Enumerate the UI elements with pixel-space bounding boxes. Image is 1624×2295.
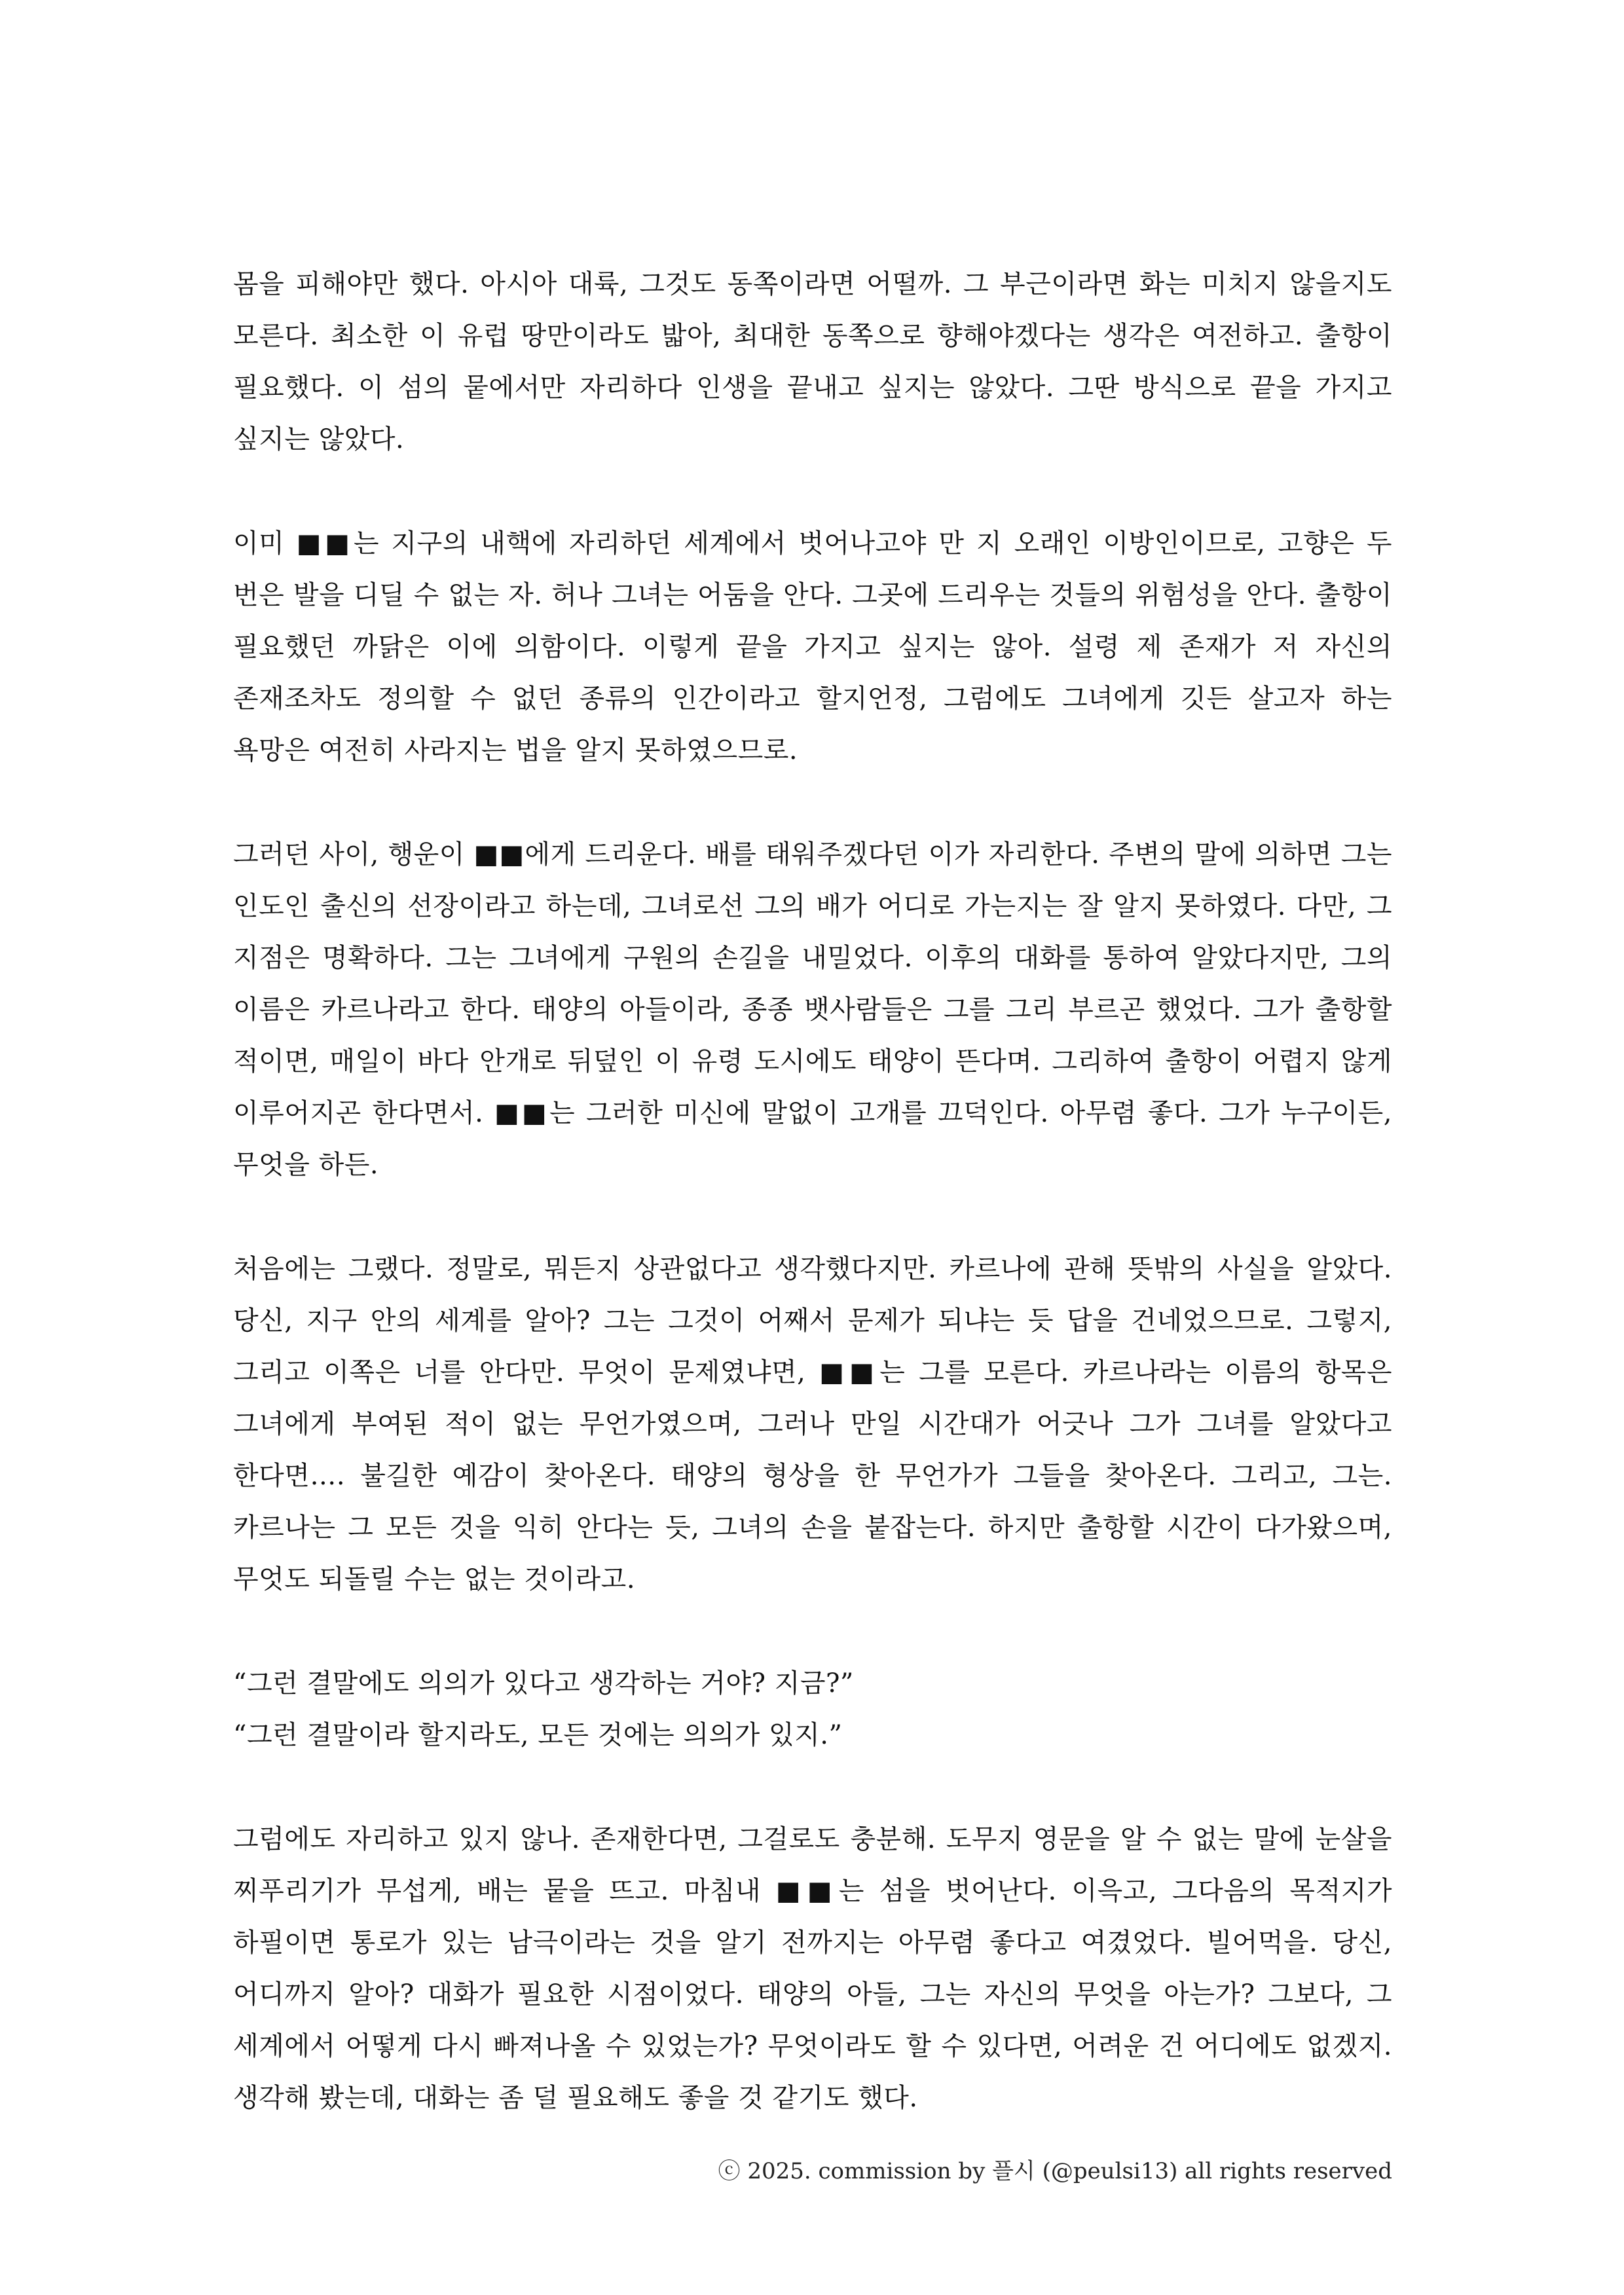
dialogue-block — [233, 1658, 1392, 1761]
paragraph-2: 이미 ■■는 지구의 내핵에 자리하던 세계에서 벗어나고야 만 지 오래인 이방인이므로, 고향은 두 번은 발을 디딜 수 없는 자. 허나 그녀는 어둠을 안다. 그곳에 드리우는 것들의 위험성을 안다. 출항이 필요했던 까닭은 이에 의함이다. 이렇게 끝을 가지고 싶지는 않아. 설령 제 존재가 저 자신의 존재조차도 정의할 수 없던 종류의 인간이라고 할지언정, 그럼에도 그녀에게 깃든 살고자 하는 욕망은 여전히 사라지는 법을 알지 못하였으므로. — [233, 528, 1392, 765]
story-body — [233, 259, 1392, 2176]
dialogue-line-1: “그런 결말에도 의의가 있다고 생각하는 거야? 지금?” — [233, 1668, 854, 1698]
paragraph-1: 몸을 피해야만 했다. 아시아 대륙, 그것도 동쪽이라면 어떨까. 그 부근이라면 화는 미치지 않을지도 모른다. 최소한 이 유럽 땅만이라도 밟아, 최대한 동쪽으로 향해야겠다는 생각은 여전하고. 출항이 필요했다. 이 섬의 뭍에서만 자리하다 인생을 끝내고 싶지는 않았다. 그딴 방식으로 끝을 가지고 싶지는 않았다. — [233, 269, 1392, 454]
paragraph-4: 처음에는 그랬다. 정말로, 뭐든지 상관없다고 생각했다지만. 카르나에 관해 뜻밖의 사실을 알았다. 당신, 지구 안의 세계를 알아? 그는 그것이 어째서 문제가 되냐는 듯 답을 건네었으므로. 그렇지, 그리고 이쪽은 너를 안다만. 무엇이 문제였냐면, ■■는 그를 모른다. 카르나라는 이름의 항목은 그녀에게 부여된 적이 없는 무언가였으며, 그러나 만일 시간대가 어긋나 그가 그녀를 알았다고 한다면…. 불길한 예감이 찾아온다. 태양의 형상을 한 무언가가 그들을 찾아온다. 그리고, 그는. 카르나는 그 모든 것을 익히 안다는 듯, 그녀의 손을 붙잡는다. 하지만 출항할 시간이 다가왔으며, 무엇도 되돌릴 수는 없는 것이라고. — [233, 1254, 1392, 1594]
paragraph-3: 그러던 사이, 행운이 ■■에게 드리운다. 배를 태워주겠다던 이가 자리한다. 주변의 말에 의하면 그는 인도인 출신의 선장이라고 하는데, 그녀로선 그의 배가 어디로 가는지는 잘 알지 못하였다. 다만, 그 지점은 명확하다. 그는 그녀에게 구원의 손길을 내밀었다. 이후의 대화를 통하여 알았다지만, 그의 이름은 카르나라고 한다. 태양의 아들이라, 종종 뱃사람들은 그를 그리 부르곤 했었다. 그가 출항할 적이면, 매일이 바다 안개로 뒤덮인 이 유령 도시에도 태양이 뜬다며. 그리하여 출항이 어렵지 않게 이루어지곤 한다면서. ■■는 그러한 미신에 말없이 고개를 끄덕인다. 아무렴 좋다. 그가 누구이든, 무엇을 하든. — [233, 839, 1392, 1180]
dialogue-line-2: “그런 결말이라 할지라도, 모든 것에는 의의가 있지.” — [233, 1720, 843, 1750]
copyright-footer: ⓒ 2025. commission by 플시 (@peulsi13) all rights reserved — [718, 2158, 1392, 2184]
paragraph-5: 그럼에도 자리하고 있지 않나. 존재한다면, 그걸로도 충분해. 도무지 영문을 알 수 없는 말에 눈살을 찌푸리기가 무섭게, 배는 뭍을 뜨고. 마침내 ■■는 섬을 벗어난다. 이윽고, 그다음의 목적지가 하필이면 통로가 있는 남극이라는 것을 알기 전까지는 아무렴 좋다고 여겼었다. 빌어먹을. 당신, 어디까지 알아? 대화가 필요한 시점이었다. 태양의 아들, 그는 자신의 무엇을 아는가? 그보다, 그 세계에서 어떻게 다시 빠져나올 수 있었는가? 무엇이라도 할 수 있다면, 어려운 건 어디에도 없겠지. 생각해 봤는데, 대화는 좀 덜 필요해도 좋을 것 같기도 했다. — [233, 1824, 1392, 2113]
